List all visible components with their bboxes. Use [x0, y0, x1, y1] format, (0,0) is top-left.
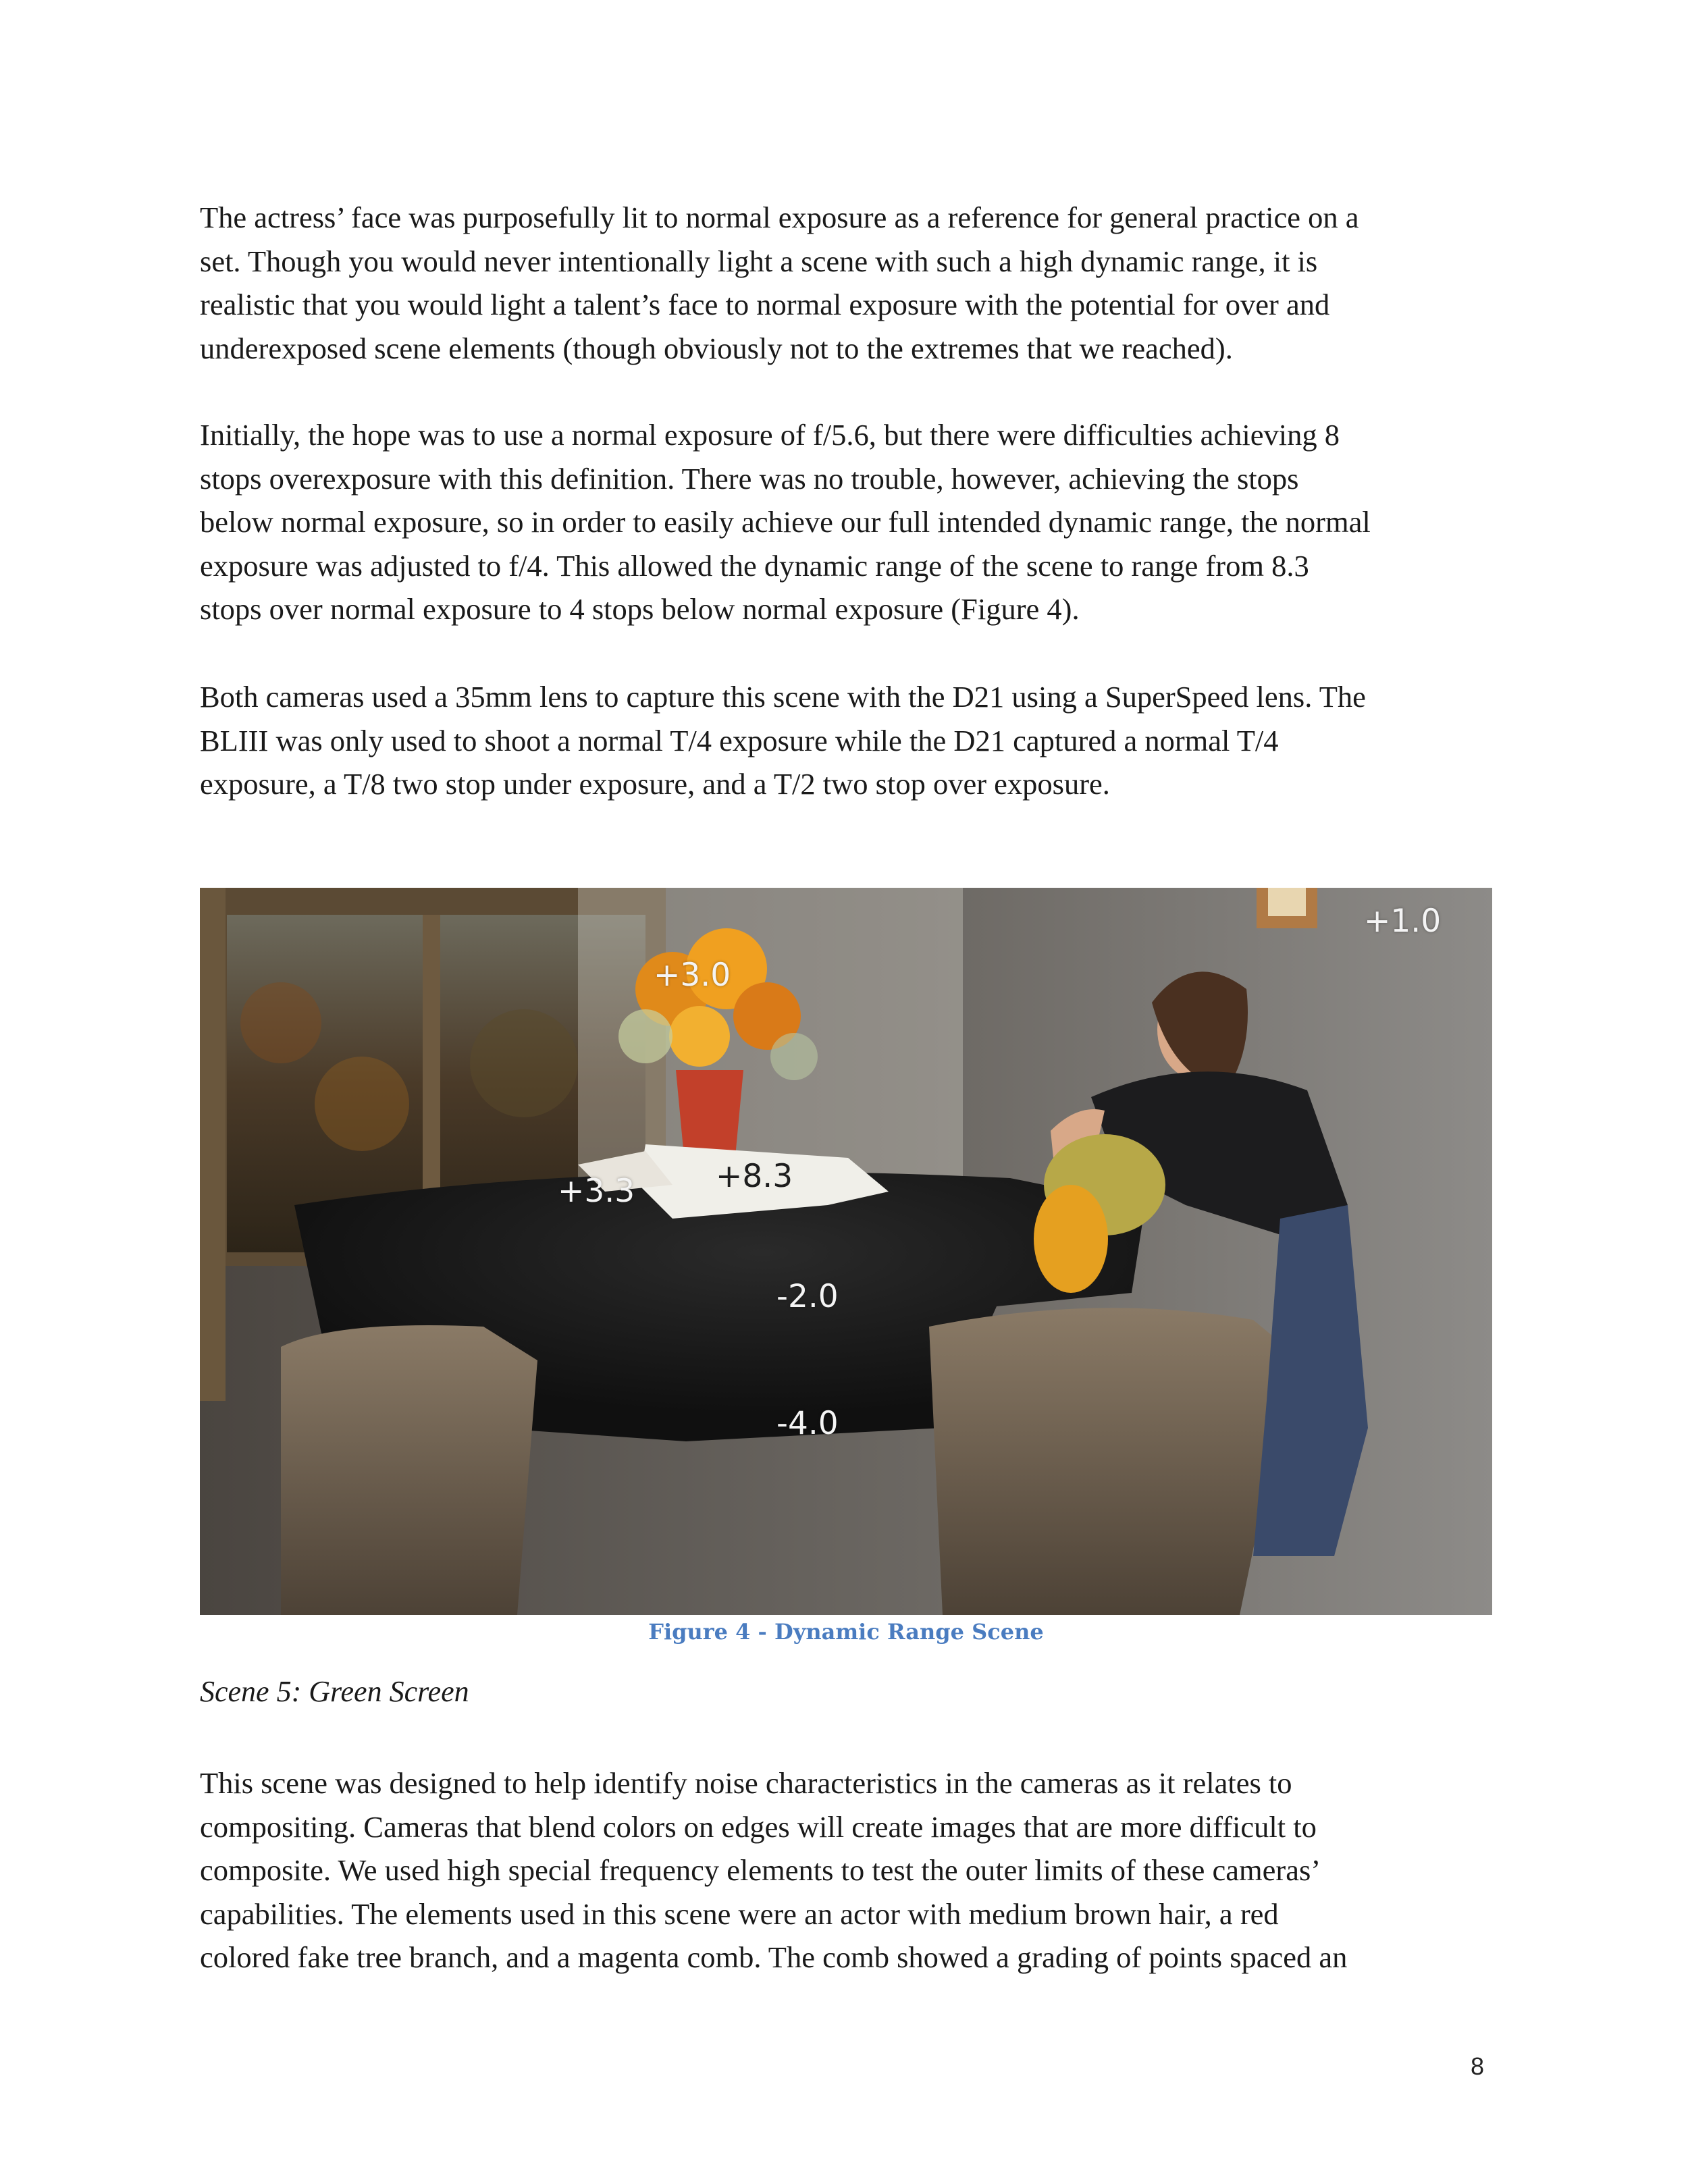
- paragraph-actress-face: [200, 196, 1503, 370]
- exposure-label-wall: +1.0: [1364, 903, 1442, 940]
- paragraph-green-screen: [200, 1761, 1503, 1979]
- section-heading: Scene 5: Green Screen: [200, 1675, 469, 1708]
- exposure-label-under-table: -4.0: [776, 1405, 839, 1442]
- paragraph-cameras-lens: [200, 675, 1503, 806]
- page-number: 8: [1471, 2052, 1485, 2080]
- text-line: compositing. Cameras that blend colors on edges will create images that are more difficult to: [200, 1809, 1317, 1844]
- text-line: below normal exposure, so in order to easily achieve our full intended dynamic range, the normal: [200, 505, 1371, 539]
- text-line: stops overexposure with this definition. There was no trouble, however, achieving the stops: [200, 461, 1299, 496]
- scene-illustration: [200, 888, 1492, 1615]
- text-line: colored fake tree branch, and a magenta comb. The comb showed a grading of points spaced an: [200, 1940, 1348, 1974]
- text-line: set. Though you would never intentionally light a scene with such a high dynamic range, it is: [200, 244, 1318, 278]
- text-line: BLIII was only used to shoot a normal T/4 exposure while the D21 captured a normal T/4: [200, 723, 1279, 757]
- text-line: Initially, the hope was to use a normal exposure of f/5.6, but there were difficulties achieving 8: [200, 418, 1340, 452]
- text-line: Both cameras used a 35mm lens to capture this scene with the D21 using a SuperSpeed lens. The: [200, 680, 1366, 714]
- text-line: stops over normal exposure to 4 stops below normal exposure (Figure 4).: [200, 592, 1080, 626]
- figure-caption: Figure 4 - Dynamic Range Scene: [648, 1619, 1044, 1645]
- text-line: exposure was adjusted to f/4. This allowed the dynamic range of the scene to range from 8.3: [200, 548, 1309, 583]
- exposure-label-cloth: +3.3: [558, 1173, 635, 1210]
- exposure-label-table-front: -2.0: [776, 1278, 839, 1315]
- exposure-label-flowers: +3.0: [654, 957, 731, 994]
- text-line: underexposed scene elements (though obviously not to the extremes that we reached).: [200, 331, 1233, 365]
- exposure-label-paper: +8.3: [716, 1158, 793, 1195]
- text-line: This scene was designed to help identify noise characteristics in the cameras as it relates to: [200, 1766, 1292, 1800]
- text-line: exposure, a T/8 two stop under exposure, and a T/2 two stop over exposure.: [200, 767, 1110, 801]
- text-line: composite. We used high special frequency elements to test the outer limits of these cameras’: [200, 1853, 1321, 1887]
- text-line: The actress’ face was purposefully lit to normal exposure as a reference for general practice on a: [200, 201, 1359, 234]
- dynamic-range-scene-photo: [200, 888, 1492, 1615]
- text-line: capabilities. The elements used in this scene were an actor with medium brown hair, a red: [200, 1896, 1279, 1931]
- text-line: realistic that you would light a talent’s face to normal exposure with the potential for over and: [200, 288, 1330, 321]
- paragraph-normal-exposure: [200, 413, 1503, 631]
